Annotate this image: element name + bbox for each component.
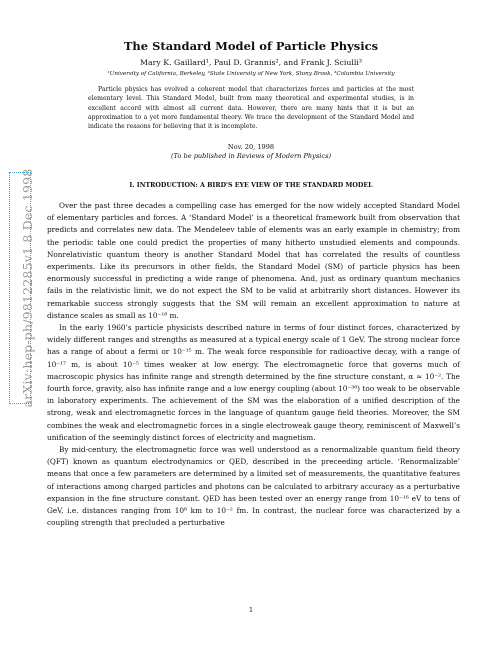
arxiv-stamp[interactable] [9, 168, 35, 408]
body-text [47, 200, 460, 529]
author-list: Mary K. Gaillard¹, Paul D. Grannis², and Frank J. Sciulli³ [140, 58, 362, 67]
paragraph: By mid-century, the electromagnetic force was well understood as a renormalizable quantum field theory (QFT) known as quantum electrodynamics or QED, described in the preceeding article. ‘Renormalizable’ means that once a few parameters are determined by a limited set of measurements, the quantitative features of interactions among charged particles and photons can be calculated to arbitrary accuracy as a perturbative expansion in the fine structure constant. QED has been tested over an energy range from 10⁻¹⁶ eV to tens of GeV, i.e. distances ranging from 10⁸ km to 10⁻² fm. In contrast, the nuclear force was characterized by a coupling strength that precluded a perturbative [47, 445, 460, 528]
paragraph: Over the past three decades a compelling case has emerged for the now widely accepted Standard Model of elementary particles and forces. A ‘Standard Model’ is a theoretical framework built from observation that predicts and correlates new data. The Mendeleev table of elements was an early example in chemistry; from the periodic table one could predict the properties of many hitherto unstudied elements and compounds. Nonrelativistic quantum theory is another Standard Model that has correlated the results of countless experiments. Like its precursors in other fields, the Standard Model (SM) of particle physics has been enormously successful in predicting a wide range of phenomena. And, just as ordinary quantum mechanics fails in the relativistic limit, we do not expect the SM to be valid at arbitrarily short distances. However its remarkable success strongly suggests that the SM will remain an excellent approximation to nature at distance scales as small as 10⁻¹⁸ m. [47, 201, 460, 320]
affiliations: ¹University of California, Berkeley, ²State University of New York, Stony Brook, ³Columbia University [107, 71, 395, 77]
publication-note: (To be published in Reviews of Modern Physics) [170, 152, 332, 160]
abstract: Particle physics has evolved a coherent model that characterizes forces and particles at the most elementary level. This Standard Model, built from many theoretical and experimental studies, is in excellent accord with almost all current data. However, there are many hints that it is but an approximation to a yet more fundamental theory. We trace the development of the Standard Model and indicate the reasons for believing that it is incomplete. [88, 86, 414, 131]
arxiv-stamp-text[interactable]: arXiv:hep-ph/9812285v1 8 Dec 1998 [20, 168, 35, 408]
paper-title: The Standard Model of Particle Physics [123, 39, 379, 53]
section-heading: I. INTRODUCTION: A BIRD'S EYE VIEW OF THE STANDARD MODEL [129, 182, 373, 189]
page-number: 1 [248, 606, 254, 614]
date: Nov. 20, 1998 [227, 143, 275, 151]
paragraph: In the early 1960’s particle physicists described nature in terms of four distinct forces, characterized by widely different ranges and strengths as measured at a typical energy scale of 1 GeV. The strong nuclear force has a range of about a fermi or 10⁻¹⁵ m. The weak force responsible for radioactive decay, with a range of 10⁻¹⁷ m, is about 10⁻⁵ times weaker at low energy. The electromagnetic force that governs much of macroscopic physics has infinite range and strength determined by the fine structure constant, α ≈ 10⁻². The fourth force, gravity, also has infinite range and a low energy coupling (about 10⁻³⁸) too weak to be observable in laboratory experiments. The achievement of the SM was the elaboration of a unified description of the strong, weak and electromagnetic forces in the language of quantum gauge field theories. Moreover, the SM combines the weak and electromagnetic forces in a single electroweak gauge theory, reminiscent of Maxwell’s unification of the seemingly distinct forces of electricity and magnetism. [47, 323, 460, 442]
